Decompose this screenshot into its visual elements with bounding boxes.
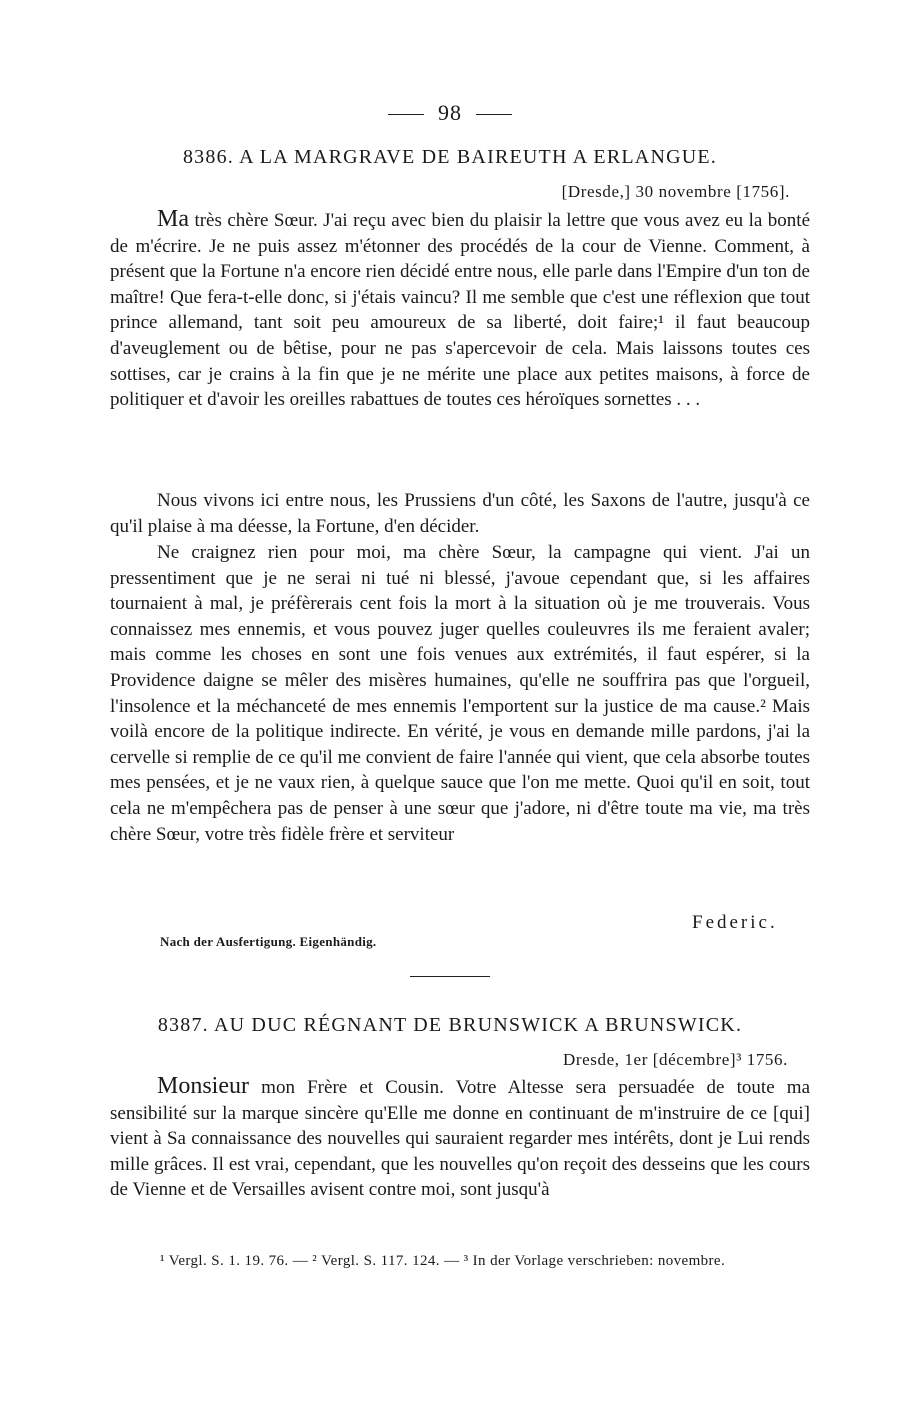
letter1-dateline: [Dresde,] 30 novembre [1756]. — [561, 182, 790, 201]
letter1-first-word: Ma — [157, 206, 189, 232]
letter1-paragraph-1-text: très chère Sœur. J'ai reçu avec bien du plaisir la lettre que vous avez eu la bonté de m'écrire. Je ne puis assez m'étonner des procédés de la cour de Vienne. Comment, à présent que la Fortune n'a encore rien décidé entre nous, elle parle dans l'Empire d'un ton de maître! Que fera-t-elle donc, si j'étais vaincu? Il me semble que c'est une réflexion que tout prince allemand, tant soit peu amoureux de sa liberté, doit faire;¹ il faut beaucoup d'aveuglement ou de bêtise, pour ne pas s'apercevoir de cela. Mais laissons toutes ces sottises, car je crains à la fin que je ne mérite une place aux petites maisons, à force de politiquer et d'avoir les oreilles rabattues de toutes ces héroïques sornettes . . . — [110, 210, 810, 411]
page-number-text: 98 — [438, 100, 462, 125]
letter2-first-word: Monsieur — [157, 1073, 249, 1099]
section-divider — [410, 976, 490, 977]
letter2-paragraph-text: mon Frère et Cousin. Votre Altesse sera persuadée de toute ma sensibilité sur la marque sincère qu'Elle me donne en continuant de m'instruire de ce [qui] vient à Sa connaissance des nouvelles qui sauraient regarder mes intérêts, dont je Lui rends mille grâces. Il est vrai, cependant, que les nouvelles qu'on reçoit des desseins que les cours de Vienne et de Versailles avisent contre moi, sont jusqu'à — [110, 1077, 811, 1201]
dash-right — [476, 114, 512, 115]
page-number — [0, 100, 900, 126]
letter2-dateline: Dresde, 1er [décembre]³ 1756. — [563, 1050, 788, 1069]
letter1-paragraph-3: Ne craignez rien pour moi, ma chère Sœur, la campagne qui vient. J'ai un pressentiment que je ne serai ni tué ni blessé, j'avoue cependant que, si les affaires tournaient à mal, je préfèrerais cent fois la mort à la situation où je me trouverais. Vous connaissez mes ennemis, et vous pouvez juger quelles couleuvres ils me feraient avaler; mais comme les choses en sont une fois venues aux extrémités, il faut espérer, si la Providence daigne se mêler des misères humaines, qu'elle ne souffrira pas que l'orgueil, l'insolence et la méchanceté de mes ennemis l'emportent sur la justice de ma cause.² Mais voilà encore de la politique indirecte. En vérité, je vous en demande mille pardons, j'ai la cervelle si remplie de ce qu'il me convient de faire l'année qui vient, que cela absorbe toutes mes pensées, et je ne vaux rien, à quelque sauce que l'on me mette. Quoi qu'il en soit, tout cela ne m'empêchera pas de penser à une sœur que j'adore, ni d'être toute ma vie, ma très chère Sœur, votre très fidèle frère et serviteur — [110, 542, 810, 845]
letter1-signature: Federic. — [692, 912, 778, 933]
letter1-source-note: Nach der Ausfertigung. Eigenhändig. — [160, 934, 377, 949]
dash-left — [388, 114, 424, 115]
footnotes: ¹ Vergl. S. 1. 19. 76. — ² Vergl. S. 117. 124. — ³ In der Vorlage verschrieben: novembre. — [160, 1253, 726, 1269]
letter1-paragraph-1 — [110, 207, 810, 413]
letter1-paragraph-2: Nous vivons ici entre nous, les Prussiens d'un côté, les Saxons de l'autre, jusqu'à ce qu'il plaise à ma déesse, la Fortune, d'en décider. — [110, 490, 810, 537]
letter1-heading: 8386. A LA MARGRAVE DE BAIREUTH A ERLANGUE. — [182, 146, 718, 168]
letter2-paragraph — [110, 1074, 810, 1203]
letter2-heading: 8387. AU DUC RÉGNANT DE BRUNSWICK A BRUNSWICK. — [157, 1014, 743, 1036]
